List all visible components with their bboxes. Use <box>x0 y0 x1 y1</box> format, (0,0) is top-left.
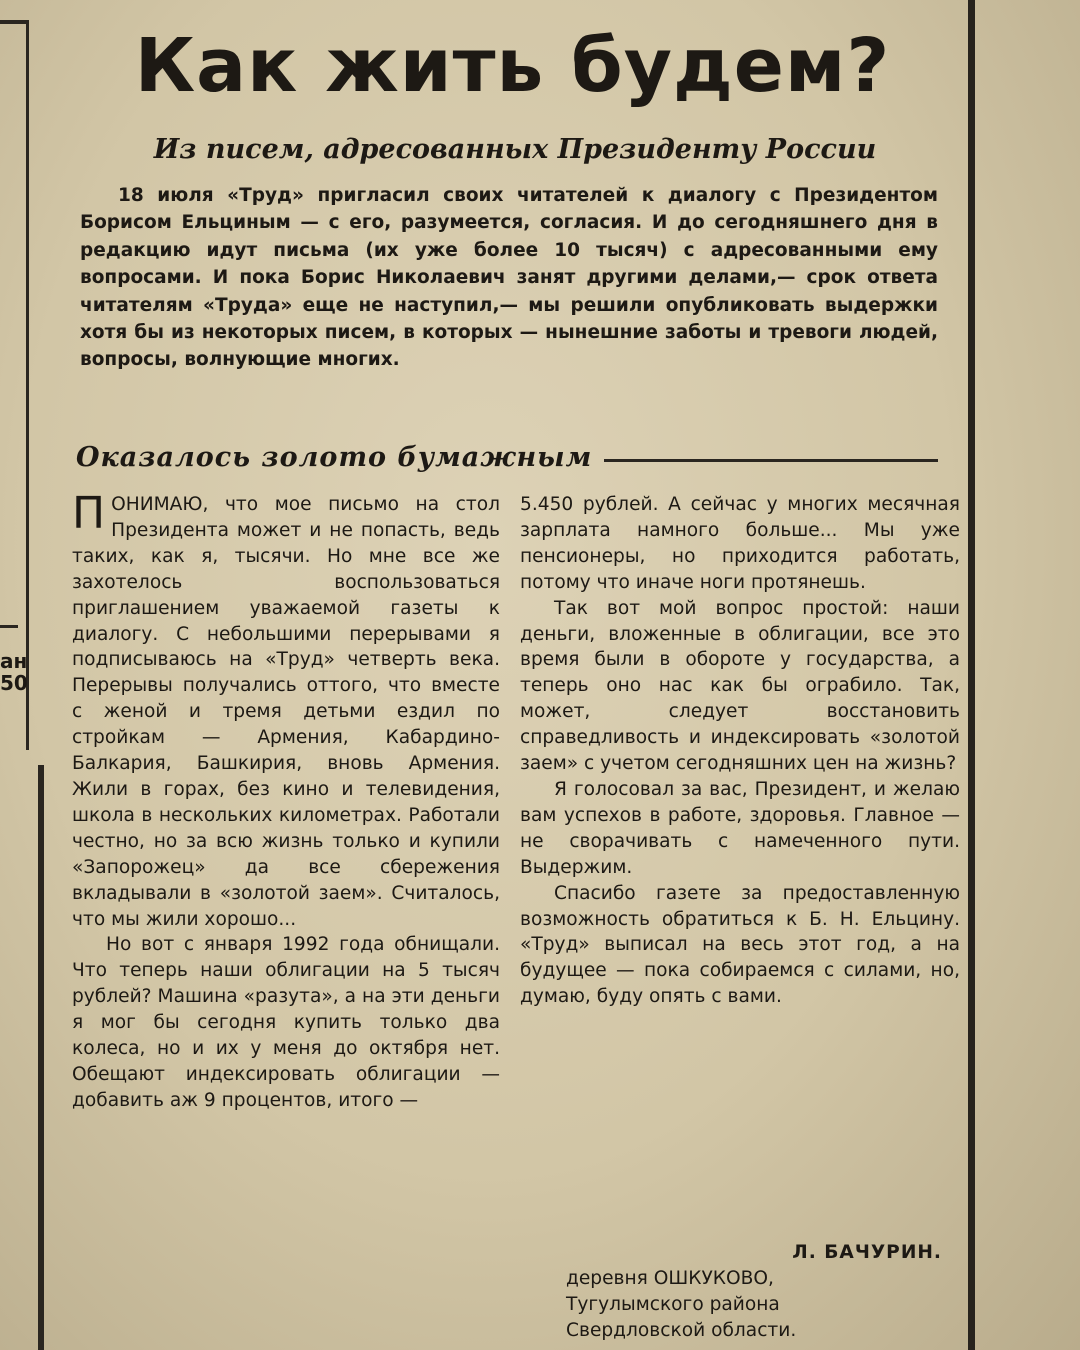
article-column-right <box>520 492 960 1010</box>
article-headline: Как жить будем? <box>134 23 891 109</box>
section-rule <box>604 459 938 462</box>
letter-paragraph: 5.450 рублей. А сейчас у многих месячная зарплата намного больше... Мы уже пенсионеры, но приходится работать, потому что иначе ноги протянешь. <box>520 494 960 593</box>
neighbor-column-fragment: ан 50 <box>0 650 28 694</box>
column-divider <box>968 0 975 1350</box>
letter-paragraph: Спасибо газете за предоставленную возможность обратиться к Б. Н. Ельцину. «Труд» выписал на весь этот год, а на будущее — пока собираемся с силами, но, думаю, буду опять с вами. <box>520 882 960 1008</box>
author-location-line: деревня ОШКУКОВО, <box>566 1268 774 1289</box>
author-location-line: Свердловской области. <box>566 1320 797 1341</box>
letter-paragraph-text: ОНИМАЮ, что мое письмо на стол Президента может и не попасть, ведь таких, как я, тысячи. Но мне все же захотелось воспользоваться приглашением уважаемой газеты к диалогу. С небольшими перерывами я подписываюсь на «Труд» четверть века. Перерывы получались оттого, что вместе с женой и тремя детьми ездил по стройкам — Армения, Кабардино-Балкария, Башкирия, вновь Армения. Жили в горах, без кино и телевидения, школа в нескольких километрах. Работали честно, но за всю жизнь только и купили «Запорожец» да все сбережения вкладывали в «золотой заем». Считалось, что мы жили хорошо... <box>72 494 500 930</box>
article-column-left <box>72 488 500 1114</box>
letter-paragraph: Я голосовал за вас, Президент, и желаю вам успехов в работе, здоровья. Главное — не сворачивать с намеченного пути. Выдержим. <box>520 778 960 878</box>
letter-paragraph: Так вот мой вопрос простой: наши деньги, вложенные в облигации, все это время были в обороте у государства, а теперь оно нас как бы ограбило. Так, может, следует восстановить справедливость и индексировать «золотой заем» с учетом сегодняшних цен на жизнь? <box>520 597 960 775</box>
author-location-line: Тугулымского района <box>566 1294 780 1315</box>
neighbor-column-rule <box>0 20 26 24</box>
section-title: Оказалось золото бумажным <box>76 441 593 473</box>
neighbor-column-rule <box>0 625 18 628</box>
letter-signature <box>520 1240 960 1344</box>
neighbor-column-border <box>26 20 29 750</box>
neighbor-column-border <box>38 765 44 1350</box>
article-lead: 18 июля «Труд» пригласил своих читателей к диалогу с Президентом Борисом Ельциным — с его, разумеется, согласия. И до сегодняшнего дня в редакцию идут письма (их уже более 10 тысяч) с адресованными ему вопросами. И пока Борис Николаевич занят другими делами,— срок ответа читателям «Труда» еще не наступил,— мы решили опубликовать выдержки хотя бы из некоторых писем, в которых — нынешние заботы и тревоги людей, вопросы, волнующие многих. <box>80 185 938 371</box>
author-name: Л. БАЧУРИН. <box>792 1242 942 1263</box>
letter-paragraph: Но вот с января 1992 года обнищали. Что теперь наши облигации на 5 тысяч рублей? Машина «разута», а на эти деньги я мог бы сегодня купить только два колеса, но и их у меня до октября нет. Обещают индексировать облигации — добавить аж 9 процентов, итого — <box>72 934 500 1111</box>
letter-paragraph <box>72 488 500 932</box>
drop-cap: П <box>72 488 106 539</box>
section-heading <box>76 440 938 474</box>
article-subheadline: Из писем, адресованных Президенту России <box>153 134 877 165</box>
